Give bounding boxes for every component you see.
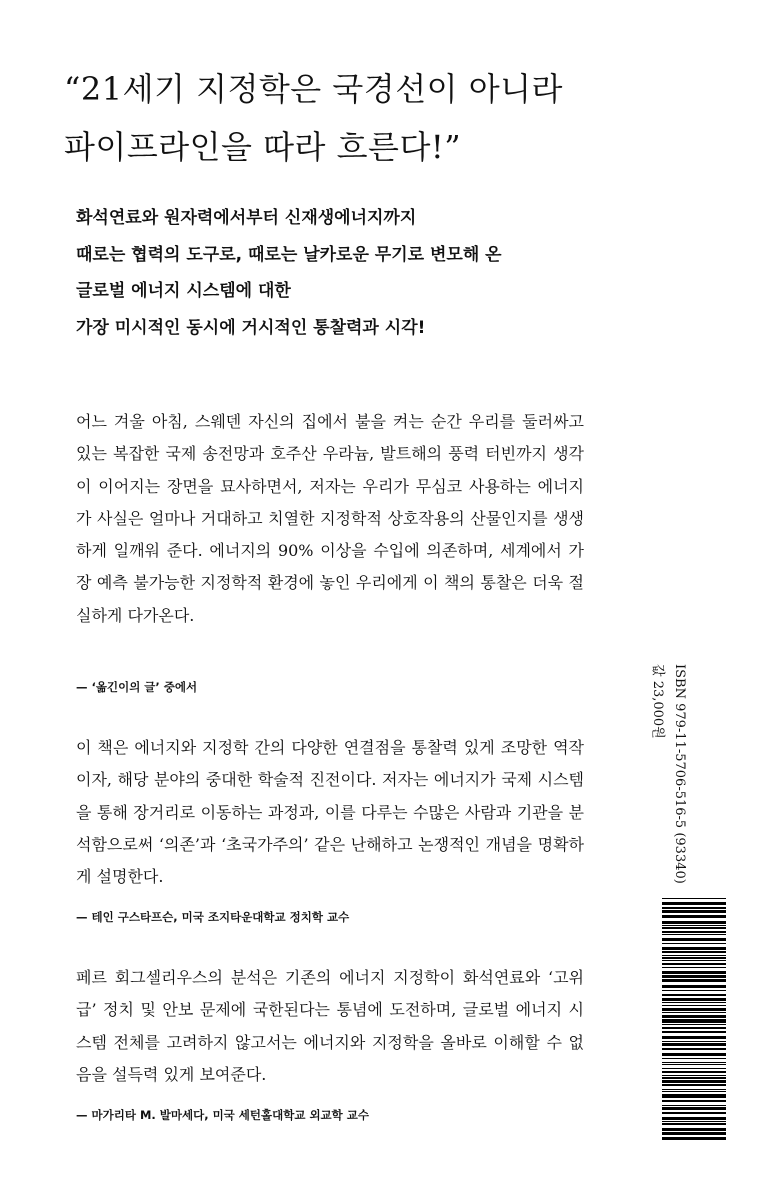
barcode-bar <box>662 1117 726 1120</box>
barcode-bar <box>662 1019 726 1023</box>
barcode-bar <box>662 1132 726 1135</box>
review-quote-gustafson: 이 책은 에너지와 지정학 간의 다양한 연결점을 통찰력 있게 조망한 역작이자, 해당 분야의 중대한 학술적 진전이다. 저자는 에너지가 국제 시스템을 통해 장거리로 이동하는 과정과, 이를 다루는 수많은 사람과 기관을 분석함으로써 ‘의존’과 ‘초국가주의’ 같은 난해하고 논쟁적인 개념을 명확하게 설명한다. <box>76 738 584 887</box>
barcode-bar <box>662 931 726 933</box>
review-source-gustafson: — 테인 구스타프슨, 미국 조지타운대학교 정치학 교수 <box>76 910 350 924</box>
barcode-bar <box>662 1064 726 1065</box>
barcode-bar <box>662 1048 726 1050</box>
lead-line: 때로는 협력의 도구로, 때로는 날카로운 무기로 변모해 온 <box>76 244 502 265</box>
barcode-bar <box>662 1024 726 1025</box>
barcode-bar <box>662 960 726 961</box>
barcode-bar <box>662 963 726 965</box>
barcode-bar <box>662 1137 726 1140</box>
barcode-bar <box>662 975 726 978</box>
lead-line: 글로벌 에너지 시스템에 대한 <box>76 281 291 301</box>
isbn-text: ISBN 979-11-5706-516-5 (93340) <box>672 664 687 884</box>
barcode-bar <box>662 902 726 905</box>
barcode-bar <box>662 915 726 918</box>
barcode-bar <box>662 1075 726 1076</box>
review-source-balmaceda: — 마가리타 M. 발마세다, 미국 세턴홀대학교 외교학 교수 <box>76 1108 369 1122</box>
barcode-bar <box>662 985 726 988</box>
barcode-bar <box>662 927 726 929</box>
barcode-bar <box>662 1080 726 1083</box>
barcode-bar <box>662 1008 726 1011</box>
barcode-bar <box>662 971 726 974</box>
barcode-bar <box>662 967 726 968</box>
review-source-translator: — ‘옮긴이의 글’ 중에서 <box>76 680 198 694</box>
barcode-bar <box>662 957 726 959</box>
barcode-bar <box>662 925 726 926</box>
barcode-bar <box>662 1071 726 1073</box>
lead-summary <box>76 200 696 346</box>
barcode-bar <box>662 1068 726 1069</box>
barcode-bar <box>662 1058 726 1059</box>
barcode-bar <box>662 1091 726 1092</box>
barcode-bar <box>662 1094 726 1098</box>
barcode-bar <box>662 1123 726 1125</box>
barcode-bar <box>662 1084 726 1086</box>
barcode-bar <box>662 898 726 899</box>
barcode-bar <box>662 1112 726 1114</box>
barcode-bar <box>662 979 726 982</box>
barcode-bar <box>662 994 726 996</box>
barcode-bar <box>662 1002 726 1003</box>
barcode-bar <box>662 1121 726 1122</box>
barcode-bar <box>662 955 726 956</box>
barcode-bar <box>662 1031 726 1033</box>
barcode-bar <box>662 1027 726 1029</box>
headline-quote <box>64 60 704 176</box>
barcode-bar <box>662 1062 726 1063</box>
barcode-bar <box>662 1012 726 1013</box>
barcode-bar <box>662 910 726 913</box>
barcode-bar <box>662 1041 726 1042</box>
barcode-bar <box>662 1128 726 1131</box>
barcode-bar <box>662 907 726 909</box>
barcode-bar <box>662 1005 726 1006</box>
isbn-price-block <box>630 664 690 884</box>
barcode-bar <box>662 943 726 944</box>
barcode-bar <box>662 998 726 1001</box>
barcode-bar <box>662 1077 726 1079</box>
lead-line: 화석연료와 원자력에서부터 신재생에너지까지 <box>76 208 417 228</box>
barcode-bar <box>662 1015 726 1018</box>
review-quote-translator: 어느 겨울 아침, 스웨덴 자신의 집에서 불을 켜는 순간 우리를 둘러싸고 있는 복잡한 국제 송전망과 호주산 우라늄, 발트해의 풍력 터빈까지 생각이 이어지는 장면을 묘사하면서, 저자는 우리가 무심코 사용하는 에너지가 사실은 얼마나 거대하고 치열한 지정학적 상호작용의 산물인지를 생생하게 일깨워 준다. 에너지의 90% 이상을 수입에 의존하며, 세계에서 가장 예측 불가능한 지정학적 환경에 놓인 우리에게 이 책의 통찰은 더욱 절실하게 다가온다. <box>76 412 584 625</box>
barcode-bar <box>662 1107 726 1110</box>
barcode-bar <box>662 1105 726 1106</box>
barcode-bar <box>662 938 726 941</box>
barcode-bar <box>662 951 726 953</box>
lead-line: 가장 미시적인 동시에 거시적인 통찰력과 시각! <box>76 317 426 338</box>
price-text: 값 23,000원 <box>650 664 665 739</box>
barcode-bar <box>662 1100 726 1102</box>
barcode-bar <box>662 990 726 991</box>
barcode-bar <box>662 934 726 935</box>
barcode-bar <box>662 1043 726 1046</box>
headline-line: 파이프라인을 따라 흐른다!” <box>64 128 462 166</box>
barcode-bar <box>662 947 726 950</box>
barcode-bar <box>662 1053 726 1056</box>
barcode <box>662 898 726 1142</box>
barcode-bar <box>662 1036 726 1039</box>
headline-line: “21세기 지정학은 국경선이 아니라 <box>64 70 563 108</box>
review-quote-balmaceda: 페르 회그셀리우스의 분석은 기존의 에너지 지정학이 화석연료와 ‘고위급’ 정치 및 안보 문제에 국한된다는 통념에 도전하며, 글로벌 에너지 시스템 전체를 고려하지 않고서는 에너지와 지정학을 올바로 이해할 수 없음을 설득력 있게 보여준다. <box>76 968 584 1084</box>
barcode-bar <box>662 1089 726 1090</box>
barcode-bar <box>662 921 726 924</box>
